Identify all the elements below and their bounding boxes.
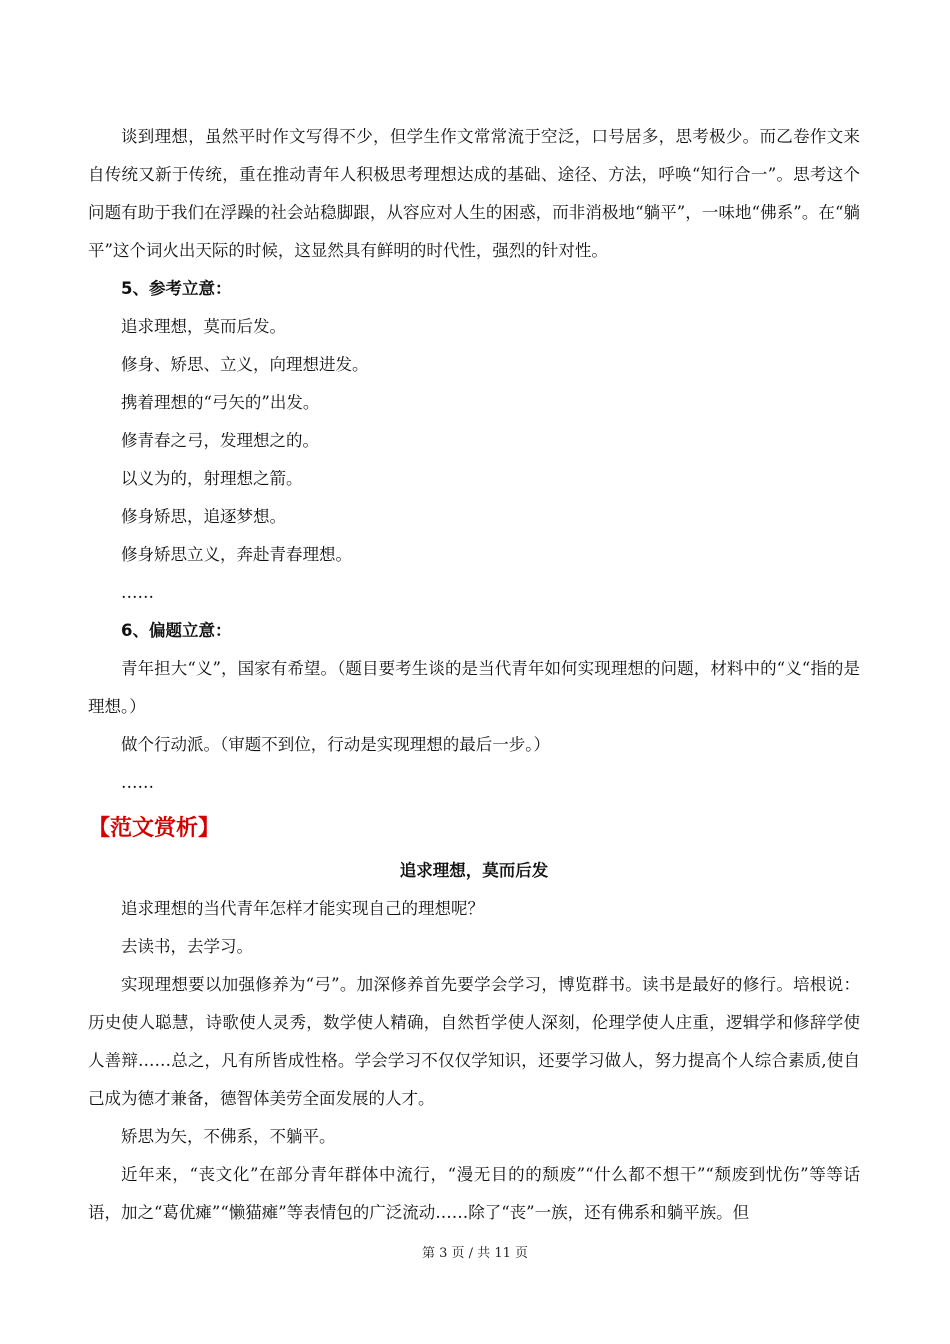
section-5-item: 追求理想，莫而后发。	[121, 317, 286, 336]
section-6-heading: 6、偏题立意：	[121, 621, 232, 640]
section-5-item: 修身矫思，追逐梦想。	[121, 507, 286, 526]
section-6-item: 青年担大“义”，国家有希望。（题目要考生谈的是当代青年如何实现理想的问题，材料中的“义“指的是理想。）	[88, 659, 860, 716]
section-6-item: 做个行动派。（审题不到位，行动是实现理想的最后一步。）	[121, 735, 550, 754]
section-5-ellipsis: ……	[121, 583, 154, 602]
essay-paragraph: 矫思为矢，不佛系，不躺平。	[121, 1127, 336, 1146]
section-5-item: 修身、矫思、立义，向理想进发。	[121, 355, 369, 374]
essay-paragraph: 实现理想要以加强修养为“弓”。加深修养首先要学会学习，博览群书。读书是最好的修行。培根说：历史使人聪慧，诗歌使人灵秀，数学使人精确，自然哲学使人深刻，伦理学使人庄重，逻辑学和修辞学使人善辩……总之，凡有所皆成性格。学会学习不仅仅学知识，还要学习做人，努力提高个人综合素质,使自己成为德才兼备，德智体美劳全面发展的人才。	[88, 975, 860, 1108]
section-5-item: 修青春之弓，发理想之的。	[121, 431, 319, 450]
page-number-footer: 第 3 页 / 共 11 页	[422, 1246, 528, 1261]
essay-paragraph: 追求理想的当代青年怎样才能实现自己的理想呢？	[121, 899, 484, 918]
section-5-heading: 5、参考立意：	[121, 279, 232, 298]
section-6-ellipsis: ……	[121, 773, 154, 792]
section-5-item: 携着理想的“弓矢的”出发。	[121, 393, 320, 412]
model-essay-section-title: 【范文赏析】	[88, 816, 221, 841]
section-5-item: 修身矫思立义，奔赴青春理想。	[121, 545, 352, 564]
essay-paragraph: 去读书，去学习。	[121, 937, 253, 956]
essay-paragraph: 近年来，“丧文化”在部分青年群体中流行，“漫无目的的颓废”“什么都不想干”“颓废到忧伤”等等话语，加之“葛优瘫”“懒猫瘫”等表情包的广泛流动……除了“丧”一族，还有佛系和躺平族。但	[88, 1165, 860, 1222]
intro-paragraph: 谈到理想，虽然平时作文写得不少，但学生作文常常流于空泛，口号居多，思考极少。而乙卷作文来自传统又新于传统，重在推动青年人积极思考理想达成的基础、途径、方法，呼唤“知行合一”。思考这个问题有助于我们在浮躁的社会站稳脚跟，从容应对人生的困惑，而非消极地“躺平”，一味地“佛系”。在“躺平”这个词火出天际的时候，这显然具有鲜明的时代性，强烈的针对性。	[88, 127, 860, 260]
page-content	[88, 118, 860, 1232]
section-5-item: 以义为的，射理想之箭。	[121, 469, 303, 488]
essay-title: 追求理想，莫而后发	[399, 861, 549, 880]
